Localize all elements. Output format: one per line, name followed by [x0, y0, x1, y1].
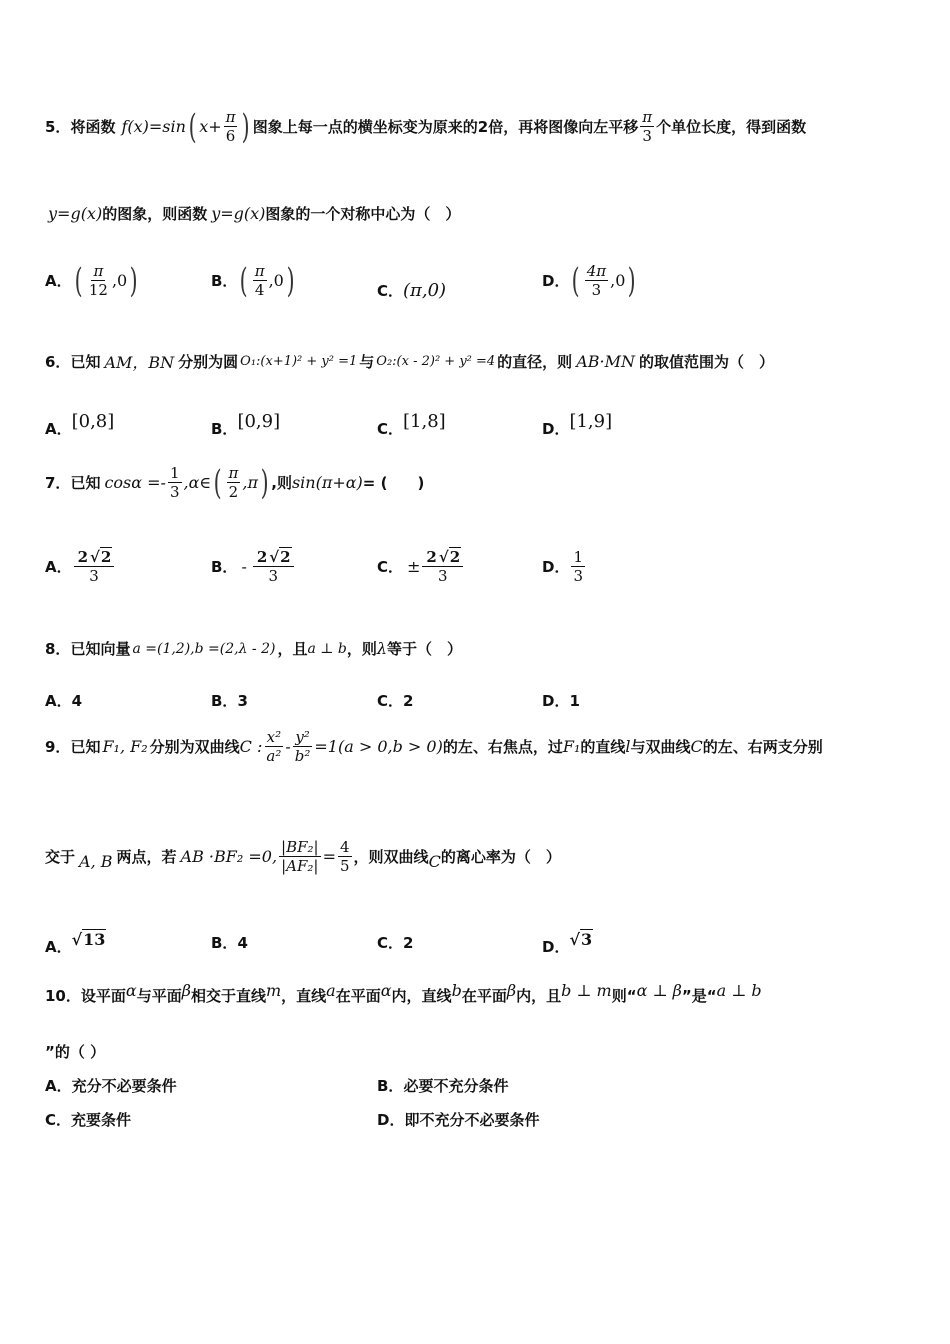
frac-num: π: [228, 464, 239, 482]
option-value: 必要不充分条件: [403, 1077, 509, 1095]
q8-text-4: 等于（ ）: [387, 640, 463, 658]
frac-num: 4π: [586, 262, 607, 280]
q9-text-9: ，则双曲线: [353, 848, 429, 866]
q10-alpha-perp-beta: α ⊥ β: [636, 981, 682, 1000]
q6-text-4: 的直径，则: [497, 353, 573, 371]
option-sign: ±: [407, 557, 421, 576]
q10-text-6: 内，直线: [391, 987, 452, 1005]
q7-number: 7．: [45, 474, 71, 492]
option-label: D．: [542, 558, 570, 576]
q10-option-c[interactable]: [45, 1109, 131, 1130]
q10-text-4: ，直线: [281, 987, 327, 1005]
option-label: D．: [377, 1111, 405, 1129]
option-label: C．: [377, 934, 404, 952]
q10-number: 10．: [45, 987, 81, 1005]
q8-text-3: ，则: [346, 640, 377, 658]
option-label: A．: [45, 558, 72, 576]
q5-text-5: 图象的一个对称中心为（ ）: [265, 205, 461, 223]
q10-line1: [45, 981, 762, 1006]
frac-den: 2: [228, 483, 239, 501]
q10-beta: β: [181, 981, 191, 1000]
option-frac: [585, 262, 608, 299]
option-value: 2: [403, 933, 414, 952]
q9-option-b[interactable]: [211, 932, 248, 953]
option-label: C．: [377, 558, 404, 576]
option-value: [1,9]: [569, 411, 613, 432]
option-value: 即不充分不必要条件: [404, 1111, 540, 1129]
q5-text-3: 个单位长度，得到函数: [656, 118, 807, 136]
option-value: 充要条件: [71, 1111, 132, 1129]
q10-text-7: 在平面: [461, 987, 507, 1005]
q8-option-a[interactable]: [45, 690, 82, 711]
option-frac: [253, 548, 294, 585]
option-label: D．: [542, 272, 570, 290]
q9-line1: [45, 728, 823, 765]
q7-in: ,α∈: [183, 473, 212, 492]
q5-line2: [48, 203, 460, 224]
frac-den: 5: [340, 857, 350, 875]
option-value: 2: [403, 691, 414, 710]
q10-text-8: 内，且: [516, 987, 562, 1005]
q5-paren-close: ): [242, 106, 251, 147]
q5-paren-open: (: [188, 106, 197, 147]
option-label: B．: [211, 558, 238, 576]
q5-function-f: f(x)=sin: [121, 117, 186, 136]
option-value: [1,8]: [403, 411, 446, 432]
q9-curve-c-2: C: [428, 852, 441, 871]
option-frac: [74, 548, 115, 585]
option-frac: [571, 548, 585, 585]
q10-a-perp-b: a ⊥ b: [716, 981, 762, 1000]
q9-option-a[interactable]: [45, 922, 106, 957]
q7-text-2: ,则: [271, 474, 292, 492]
q10-beta-2: β: [506, 981, 517, 1000]
q7-frac-1-3: [168, 464, 182, 501]
q8-vectors: a =(1,2),b =(2,λ - 2): [132, 640, 276, 657]
option-value: 4: [237, 933, 248, 952]
q7-frac-pi-2: [227, 464, 241, 501]
option-value: [0,9]: [237, 411, 281, 432]
q5-option-a[interactable]: [45, 262, 141, 299]
option-label: A．: [45, 420, 72, 438]
frac-num: x²: [266, 728, 282, 746]
paren-close: ): [129, 260, 138, 301]
q6-option-c[interactable]: [377, 404, 446, 439]
frac-num: |BF₂|: [281, 838, 319, 856]
q9-points: A, B: [79, 852, 113, 871]
q9-text-10: 的离心率为（ ）: [440, 848, 561, 866]
q7-option-d[interactable]: [542, 548, 587, 585]
q7-pi-end: ,π: [242, 473, 258, 492]
q7-text-3: = ( ): [362, 474, 425, 492]
q7-text-1: 已知: [70, 474, 101, 492]
option-label: C．: [45, 1111, 72, 1129]
option-label: D．: [542, 420, 570, 438]
option-sqrt: √3: [569, 930, 593, 949]
q10-text-5: 在平面: [335, 987, 381, 1005]
q6-line: [45, 350, 774, 373]
option-label: C．: [377, 692, 404, 710]
q10-b: b: [451, 981, 462, 1000]
q5-arg: x+: [199, 117, 222, 136]
q6-text-2: 分别为圆: [178, 353, 239, 371]
q8-option-d[interactable]: [542, 690, 580, 711]
frac-den: b²: [294, 747, 311, 765]
q10-text-1: 设平面: [80, 987, 126, 1005]
paren-close: ): [260, 462, 269, 503]
frac-den: 3: [591, 281, 602, 299]
q9-text-1: 已知: [70, 738, 101, 756]
q9-line2: [45, 838, 561, 875]
option-label: B．: [211, 934, 238, 952]
frac-num: 2 √2: [74, 548, 115, 567]
option-label: A．: [45, 272, 72, 290]
q7-cos: cosα =-: [104, 473, 166, 492]
q10-a: a: [326, 981, 336, 1000]
q5-frac-pi-3: [640, 108, 654, 145]
option-label: D．: [542, 938, 570, 956]
q8-text-2: ，且: [277, 640, 308, 658]
frac-num: y²: [295, 728, 310, 746]
q9-minus: -: [285, 737, 291, 756]
q8-option-b[interactable]: [211, 690, 248, 711]
option-sign: -: [241, 557, 247, 576]
option-label: A．: [45, 1077, 72, 1095]
q9-text-5: 与双曲线: [630, 738, 691, 756]
q6-diameters: AM，BN: [104, 353, 175, 372]
option-frac: [253, 262, 267, 299]
q9-frac-ratio: [279, 838, 321, 875]
q6-text-1: 已知: [70, 353, 101, 371]
q8-line: [45, 638, 462, 659]
frac-num: 2 √2: [253, 548, 294, 567]
paren-close: ): [628, 260, 637, 301]
frac-num: 1: [169, 464, 180, 482]
q9-dot-product: AB ·BF₂ =0,: [180, 847, 278, 866]
frac-den: 12: [88, 281, 108, 299]
q7-option-b[interactable]: [211, 548, 296, 585]
frac-den: 4: [254, 281, 265, 299]
q9-frac-y2-b2: [293, 728, 313, 765]
frac-den: 3: [89, 567, 99, 585]
option-value: [0,8]: [71, 411, 115, 432]
paren-open: (: [240, 260, 249, 301]
option-value: 1: [569, 691, 580, 710]
option-value: 充分不必要条件: [71, 1077, 177, 1095]
q6-option-d[interactable]: [542, 404, 612, 439]
q7-option-a[interactable]: [45, 548, 116, 585]
frac-num: 2 √2: [422, 548, 463, 567]
q9-line-l: l: [625, 737, 631, 756]
option-label: A．: [45, 938, 72, 956]
q9-text-7: 交于: [45, 848, 76, 866]
q10-text-9: 则“: [611, 987, 637, 1005]
q5-frac-num: π: [225, 108, 236, 126]
option-label: A．: [45, 692, 72, 710]
q5-g-func: y=g(x): [48, 204, 103, 223]
option-label: B．: [211, 420, 238, 438]
q9-text-2: 分别为双曲线: [149, 738, 240, 756]
q6-option-b[interactable]: [211, 404, 280, 439]
q6-circle-2: O₂:(x - 2)² + y² =4: [376, 354, 496, 369]
q9-number: 9．: [45, 738, 71, 756]
frac-den: 3: [438, 567, 448, 585]
option-label: B．: [211, 692, 238, 710]
q10-alpha: α: [125, 981, 137, 1000]
option-label: B．: [377, 1077, 404, 1095]
option-label: D．: [542, 692, 570, 710]
frac-num: π: [254, 262, 265, 280]
paren-open: (: [74, 260, 83, 301]
paren-open: (: [213, 462, 222, 503]
q5-option-c[interactable]: [377, 280, 446, 301]
q6-text-5: 的取值范围为（ ）: [638, 353, 774, 371]
option-label: C．: [377, 420, 404, 438]
q9-equals: =: [322, 847, 336, 866]
q5-number: 5．: [45, 118, 71, 136]
q5-option-b[interactable]: [211, 262, 297, 299]
q5-text-4: 的图象，则函数: [102, 205, 208, 223]
q9-condition: =1(a > 0,b > 0): [314, 737, 443, 756]
q9-text-3: 的左、右焦点，过: [442, 738, 563, 756]
q7-option-c[interactable]: [377, 548, 465, 585]
frac-num: π: [93, 262, 104, 280]
option-label: C．: [377, 282, 404, 300]
q6-text-3: 与: [359, 353, 375, 371]
option-label: B．: [211, 272, 238, 290]
q6-option-a[interactable]: [45, 404, 114, 439]
q9-frac-x2-a2: [264, 728, 283, 765]
q10-alpha-2: α: [380, 981, 392, 1000]
q7-sin: sin(π+α): [291, 473, 363, 492]
q10-text-2: 与平面: [136, 987, 182, 1005]
option-tail: ,0: [610, 271, 626, 290]
q6-number: 6．: [45, 353, 71, 371]
q5-line1: [45, 108, 806, 145]
paren-open: (: [572, 260, 581, 301]
q10-line2: [45, 1041, 105, 1062]
frac-den: a²: [266, 747, 282, 765]
q6-circle-1: O₁:(x+1)² + y² =1: [240, 354, 358, 369]
q5-option-d[interactable]: [542, 262, 639, 299]
q5-frac-den: 6: [225, 127, 236, 145]
q10-m: m: [265, 981, 282, 1000]
q5-text-1: 将函数: [70, 118, 116, 136]
q8-perp: a ⊥ b: [307, 640, 347, 657]
q9-curve-name: C :: [239, 737, 263, 756]
q9-f1: F₁: [562, 737, 581, 756]
q8-option-c[interactable]: [377, 690, 413, 711]
q8-number: 8．: [45, 640, 71, 658]
q5-text-2: 图象上每一点的横坐标变为原来的2倍，再将图像向左平移: [252, 118, 639, 136]
option-value: 3: [237, 691, 248, 710]
q7-line: [45, 464, 424, 501]
option-tail: ,0: [268, 271, 284, 290]
option-frac: [422, 548, 463, 585]
frac-den: 3: [268, 567, 278, 585]
q10-option-b[interactable]: [377, 1075, 508, 1096]
q5-g-func-2: y=g(x): [211, 204, 266, 223]
q9-text-8: 两点，若: [116, 848, 177, 866]
option-value: 4: [71, 691, 83, 710]
q8-text-1: 已知向量: [70, 640, 131, 658]
frac-den: 3: [573, 567, 583, 585]
q5-shift-den: 3: [642, 127, 652, 145]
q10-option-d[interactable]: [377, 1109, 539, 1130]
q10-text-11: ”的（ ）: [45, 1043, 106, 1061]
frac-num: 1: [573, 548, 583, 566]
q10-option-a[interactable]: [45, 1075, 177, 1096]
q9-text-6: 的左、右两支分别: [702, 738, 823, 756]
q10-text-10: ”是“: [681, 987, 717, 1005]
q10-b-perp-m: b ⊥ m: [561, 981, 612, 1000]
option-frac: [87, 262, 110, 299]
option-tail: ,0: [111, 271, 128, 290]
option-value: (π,0): [403, 280, 447, 301]
q9-frac-4-5: [338, 838, 352, 875]
q9-foci: F₁, F₂: [102, 737, 148, 756]
q5-shift-num: π: [642, 108, 653, 126]
paren-close: ): [286, 260, 295, 301]
q10-text-3: 相交于直线: [190, 987, 266, 1005]
q6-dot-product: AB·MN: [576, 352, 635, 371]
q5-frac-pi-6: [224, 108, 238, 145]
q9-option-d[interactable]: [542, 922, 593, 957]
option-sqrt: √13: [71, 930, 106, 949]
q9-curve-c: C: [690, 737, 703, 756]
q9-text-4: 的直线: [580, 738, 626, 756]
frac-den: |AF₂|: [281, 857, 319, 875]
q9-option-c[interactable]: [377, 932, 413, 953]
q8-lambda: λ: [376, 639, 388, 658]
frac-num: 4: [340, 838, 350, 856]
frac-den: 3: [169, 483, 180, 501]
